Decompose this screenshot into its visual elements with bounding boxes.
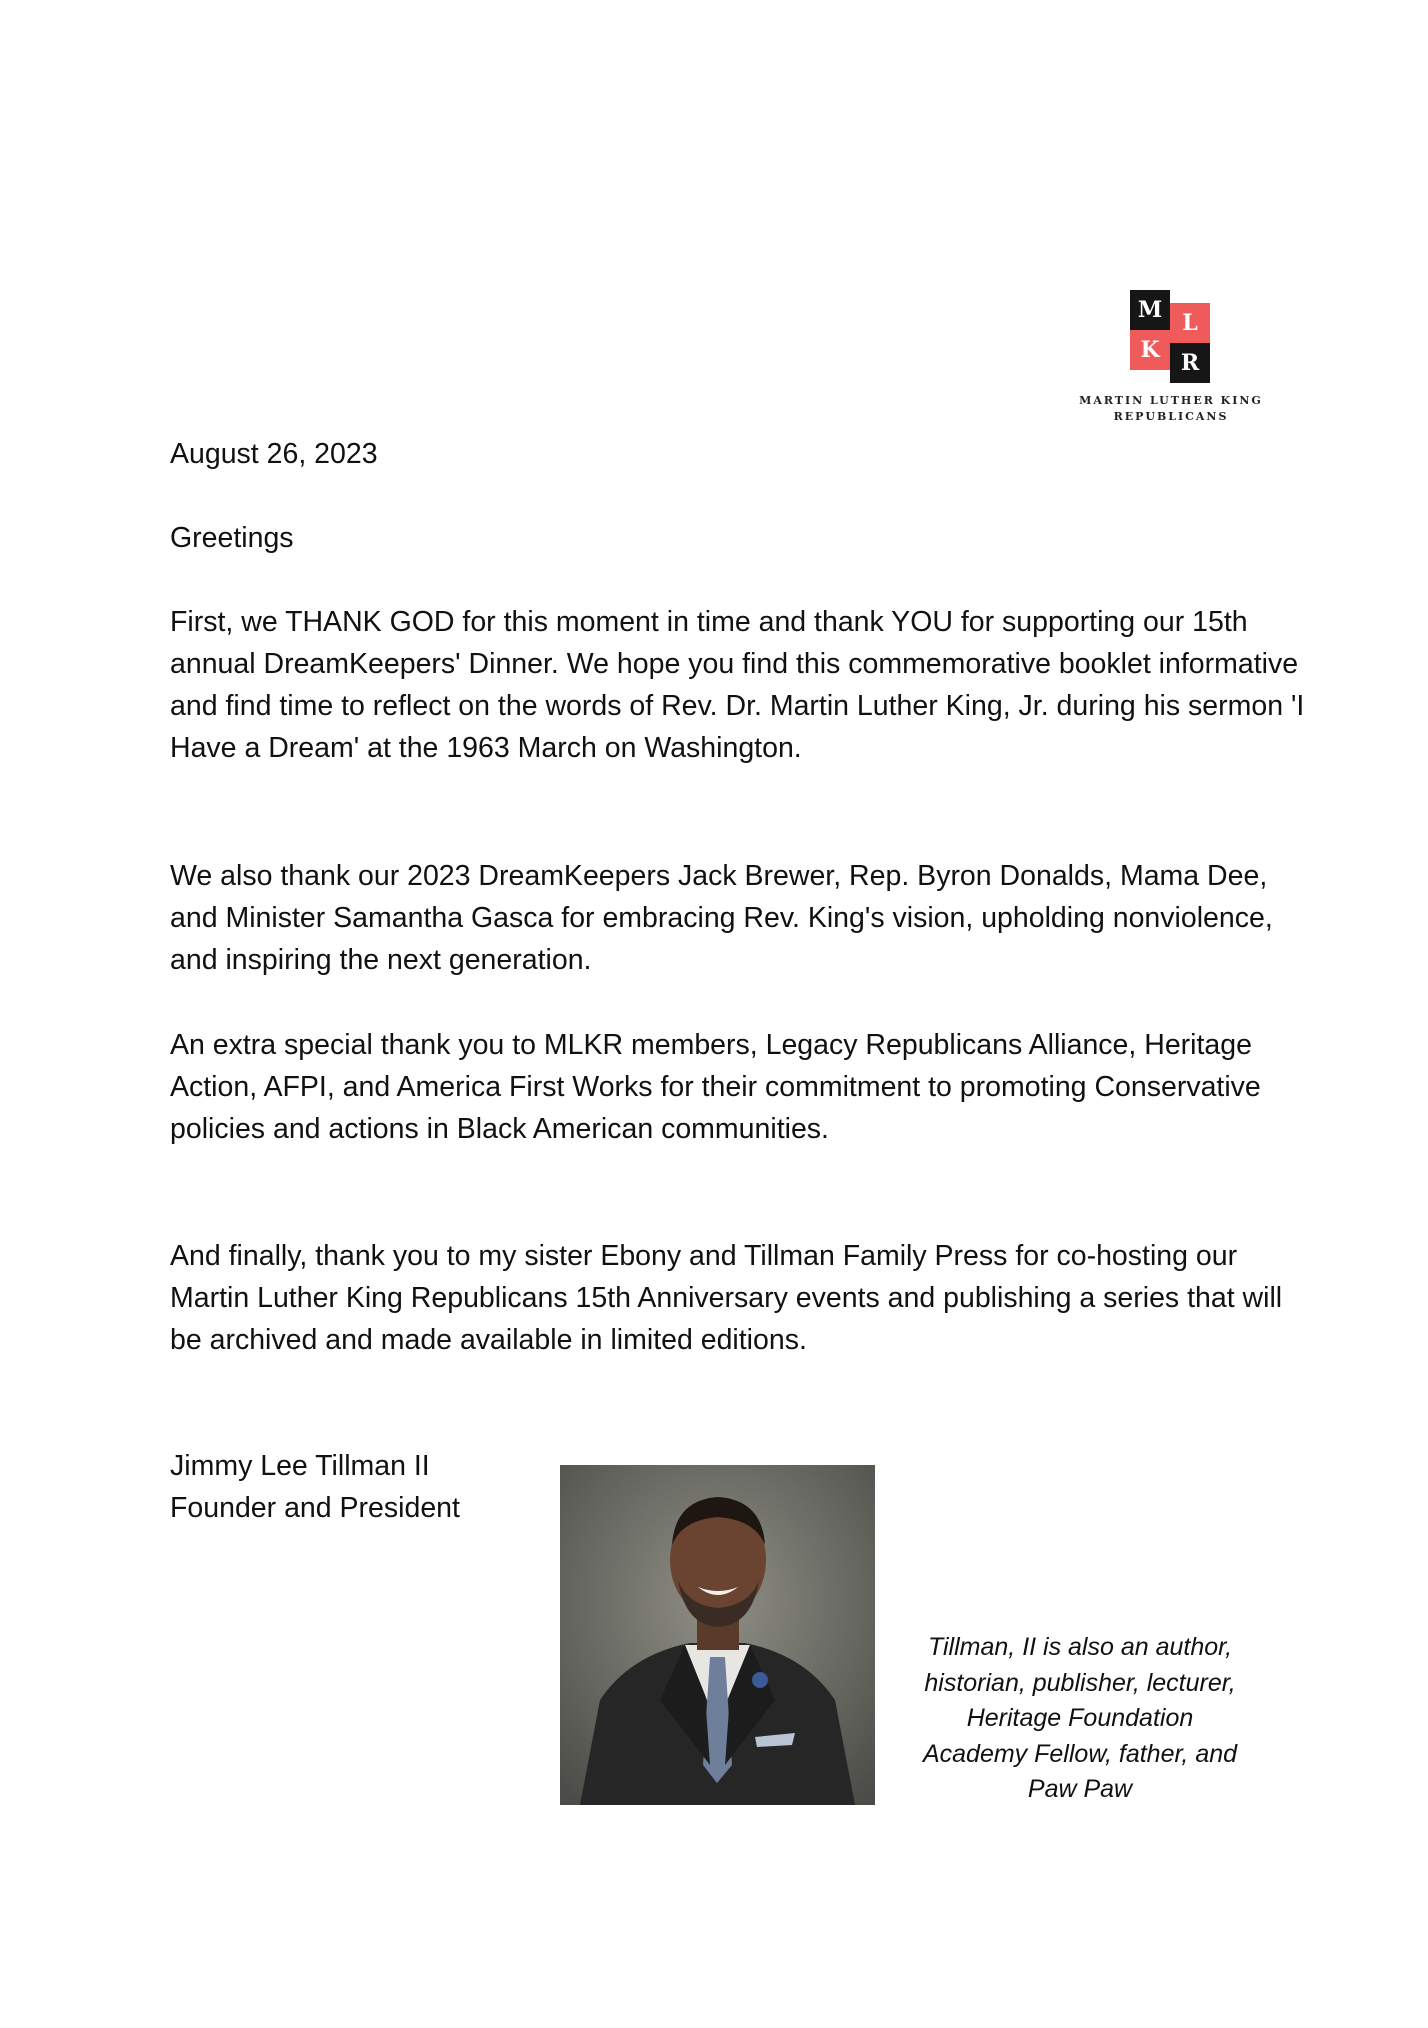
- signer-name: Jimmy Lee Tillman II: [170, 1450, 430, 1482]
- logo-letter-r: R: [1170, 343, 1210, 383]
- signer-title: Founder and President: [170, 1492, 460, 1524]
- logo-letter-l: L: [1170, 303, 1210, 343]
- caption-line: Academy Fellow, father, and: [922, 1739, 1238, 1768]
- paragraph-finally: And finally, thank you to my sister Ebony and Tillman Family Press for co-hosting our Martin Luther King Republicans 15th Anniversary events and publishing a series that will be archived and made available in limited editions.: [170, 1240, 1283, 1356]
- letter-date: August 26, 2023: [170, 438, 378, 470]
- caption-line: Tillman, II is also an author,: [927, 1633, 1233, 1661]
- paragraph-special-thanks: An extra special thank you to MLKR members, Legacy Republicans Alliance, Heritage Action, AFPI, and America First Works for their commitment to promoting Conservative policies and actions in Black American communities.: [170, 1029, 1261, 1145]
- caption-line: Paw Paw: [1027, 1775, 1133, 1803]
- logo-name-line1: MARTIN LUTHER KING: [1079, 394, 1263, 407]
- paragraph-thanks: First, we THANK GOD for this moment in time and thank YOU for supporting our 15th annual DreamKeepers' Dinner. We hope you find this commemorative booklet informative and find time to reflect on the words of Rev. Dr. Martin Luther King, Jr. during his sermon 'I Have a Dream' at the 1963 March on Washington.: [170, 606, 1305, 764]
- caption-line: historian, publisher, lecturer,: [924, 1668, 1236, 1697]
- mlkr-logo: [1071, 290, 1271, 430]
- paragraph-dreamkeepers: We also thank our 2023 DreamKeepers Jack Brewer, Rep. Byron Donalds, Mama Dee, and Minister Samantha Gasca for embracing Rev. King's vision, upholding nonviolence, and inspiring the next generation.: [170, 860, 1273, 976]
- logo-letter-k: K: [1130, 330, 1170, 370]
- portrait-photo: [560, 1465, 875, 1805]
- letter-greeting: Greetings: [170, 522, 294, 554]
- logo-letter-m: M: [1130, 290, 1170, 330]
- portrait-illustration: [560, 1465, 875, 1805]
- portrait-caption: [880, 1630, 1280, 1808]
- logo-name-line2: REPUBLICANS: [1113, 410, 1229, 423]
- caption-line: Heritage Foundation: [966, 1704, 1194, 1732]
